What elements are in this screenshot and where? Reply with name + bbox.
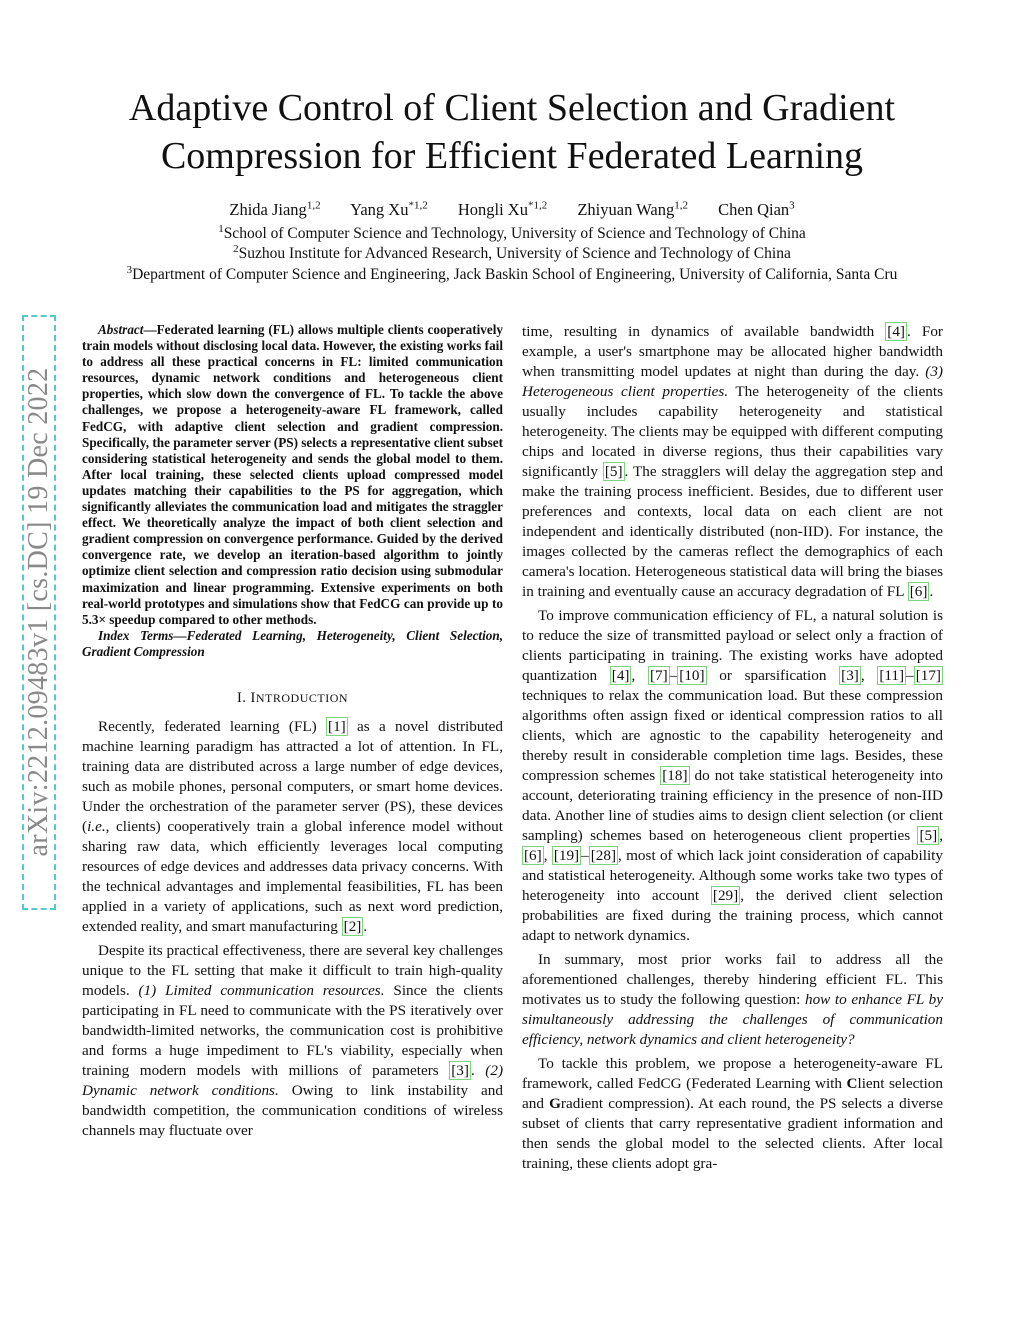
- affiliation-sup: 1: [218, 222, 224, 235]
- citation-link[interactable]: [18]: [662, 767, 688, 784]
- affiliation-text: Suzhou Institute for Advanced Research, University of Science and Technology of China: [238, 245, 791, 262]
- citation-link[interactable]: [1]: [328, 717, 346, 735]
- left-column: [82, 322, 503, 1145]
- italic-text: (2) Dynamic network conditions.: [82, 1061, 504, 1099]
- paragraph: [522, 606, 943, 946]
- text-run: .: [470, 1061, 486, 1079]
- text-run: To improve communication efficiency of FL, a natural solution is to reduce the size of transmitted payload or select only a fraction of clients participating in training. The existing works have adopted quantization: [522, 607, 943, 684]
- paragraph: [522, 1054, 943, 1174]
- text-run: ,: [860, 667, 878, 684]
- section-title-initial: I: [250, 689, 256, 706]
- citation-link[interactable]: [6]: [909, 583, 928, 600]
- citation-link[interactable]: [28]: [590, 847, 617, 864]
- affiliation: [0, 265, 1024, 285]
- title-line-2: Compression for Efficient Federated Learning: [160, 135, 864, 177]
- text-run: or sparsification: [706, 667, 840, 684]
- abstract: [82, 322, 503, 628]
- italic-text: (1) Limited communication resources.: [138, 981, 385, 999]
- author-name: Zhiyuan Wang: [577, 200, 675, 219]
- text-run: time, resulting in dynamics of available bandwidth: [522, 323, 886, 340]
- citation-link[interactable]: [6]: [524, 847, 542, 864]
- paragraph: [522, 950, 943, 1050]
- italic-text: i.e.: [87, 817, 106, 835]
- index-terms-label: Index Terms: [98, 627, 174, 643]
- paper-title: [60, 84, 964, 180]
- text-run: , clients) cooperatively train a global inference model without sharing raw data, which efficiently leverages local computing resources of edge devices and addresses data privacy concerns. With the technical advantages and implemental feasibilities, FL has been applied in a variety of applications, such as next word prediction, extended reality, and smart manufacturing: [82, 817, 503, 935]
- text-run: , the derived client selection probabilities are fixed during the training process, which cannot adapt to network dynamics.: [522, 887, 943, 944]
- citation-link[interactable]: [11]: [879, 667, 905, 684]
- text-run: as a novel distributed machine learning paradigm has attracted a lot of attention. In FL, training data are distributed across a large number of edge devices, such as mobile phones, personal computers, or smart home devices. Under the orchestration of the parameter server (PS), these devices (: [82, 717, 503, 835]
- text-run: ,: [543, 847, 552, 864]
- author-sup: *1,2: [527, 199, 548, 212]
- text-run: techniques to relax the communication load. But these compression algorithms often assign fixed or identical compression ratios to all clients, which are agnostic to the capability heterogeneity and thereby result in considerable completion time lags. Besides, these compression schemes: [522, 687, 943, 784]
- citation-link[interactable]: [5]: [919, 827, 938, 844]
- title-line-1: Adaptive Control of Client Selection and Gradient: [128, 87, 896, 129]
- citation-link[interactable]: [7]: [649, 667, 668, 684]
- text-run: The heterogeneity of the clients usually includes capability heterogeneity and statistical heterogeneity. The clients may be equipped with different computing chips and located in diverse regions, thus their capabilities vary significantly: [522, 383, 943, 480]
- author-name: Zhida Jiang: [229, 200, 307, 219]
- citation-link[interactable]: [17]: [915, 667, 941, 684]
- affiliation-text: Department of Computer Science and Engineering, Jack Baskin School of Engineering, University of California, Santa Cru: [132, 266, 898, 283]
- paragraph: [82, 941, 503, 1141]
- text-run: . For example, a user's smartphone may be allocated higher bandwidth when transmitting model updates at night than during the day.: [522, 323, 943, 380]
- section-heading-introduction: [82, 690, 503, 707]
- text-run: ,: [631, 667, 648, 684]
- affiliation: [0, 224, 1024, 244]
- text-run: Owing to link instability and bandwidth competition, the communication conditions of wireless channels may fluctuate over: [82, 1081, 503, 1139]
- index-terms: [82, 628, 503, 660]
- index-terms-text: —Federated Learning, Heterogeneity, Client Selection, Gradient Compression: [82, 627, 503, 659]
- text-run: –: [669, 667, 678, 684]
- affiliation: [0, 244, 1024, 264]
- affiliation-sup: 2: [233, 242, 239, 255]
- abstract-label: Abstract: [98, 322, 144, 337]
- text-run: do not take statistical heterogeneity into account, deteriorating training efficiency in the presence of non-IID data. Another line of studies aims to design client selection (or client sampling) schemes based on heterogeneous client properties: [522, 767, 943, 844]
- author-sup: 1,2: [306, 199, 321, 212]
- text-run: , most of which lack joint consideration of capability and statistical heterogeneity. Although some works take two types of heterogeneity into account: [522, 847, 943, 904]
- author-name: Yang Xu: [350, 200, 409, 219]
- citation-link[interactable]: [10]: [679, 667, 705, 684]
- text-run: Recently, federated learning (FL): [98, 717, 327, 735]
- text-run: lient selection and: [522, 1075, 943, 1112]
- text-run: In summary, most prior works fail to address all the aforementioned challenges, thereby hindering efficient FL. This motivates us to study the following question:: [522, 951, 943, 1008]
- citation-link[interactable]: [4]: [611, 667, 630, 684]
- arxiv-identifier[interactable]: arXiv:2212.09483v1 [cs.DC] 19 Dec 2022: [23, 367, 54, 857]
- text-run: .: [929, 583, 934, 600]
- paragraph: [522, 322, 943, 602]
- section-number: I.: [236, 689, 247, 706]
- affiliation-text: School of Computer Science and Technology, University of Science and Technology of China: [223, 225, 806, 242]
- author-sup: 3: [789, 199, 795, 212]
- text-run: –: [906, 667, 914, 684]
- text-run: . The stragglers will delay the aggregation step and make the training process inefficient. Besides, due to different user preferences and contexts, local data on each client are not independent and identically distributed (non-IID). For instance, the images collected by the cameras reflect the demographics of each camera's location. Heterogeneous statistical data will bring the biases in training and eventually cause an accuracy degradation of FL: [522, 463, 943, 600]
- bold-initial: G: [549, 1095, 561, 1112]
- author-name: Hongli Xu: [457, 200, 528, 219]
- citation-link[interactable]: [4]: [887, 323, 905, 340]
- italic-text: (3) Heterogeneous client properties.: [522, 363, 943, 400]
- text-run: .: [363, 917, 368, 935]
- text-run: ,: [939, 827, 943, 844]
- right-column: [522, 322, 943, 1178]
- citation-link[interactable]: [5]: [604, 463, 623, 480]
- text-run: To tackle this problem, we propose a heterogeneity-aware FL framework, called FedCG (Federated Learning with: [522, 1055, 943, 1092]
- text-run: –: [581, 847, 589, 864]
- author-sup: 1,2: [674, 199, 688, 212]
- author-name: Chen Qian: [718, 200, 790, 219]
- citation-link[interactable]: [2]: [343, 917, 362, 935]
- text-run: Since the clients participating in FL need to communicate with the PS iteratively over bandwidth-limited networks, the communication cost is prohibitive and forms a huge impediment to FL's viability, especially when training modern models with millions of parameters: [82, 981, 503, 1079]
- citation-link[interactable]: [29]: [712, 887, 739, 904]
- paragraph: [82, 717, 503, 937]
- citation-link[interactable]: [3]: [451, 1061, 469, 1079]
- author-sup: *1,2: [408, 199, 428, 212]
- section-title-rest: NTRODUCTION: [255, 690, 349, 705]
- abstract-text: —Federated learning (FL) allows multiple clients cooperatively train models without disclosing local data. However, the existing works fail to address all these practical concerns in FL: limited communication resources, dynamic network conditions and heterogeneous client properties, which slow down the convergence of FL. To tackle the above challenges, we propose a heterogeneity-aware FL framework, called FedCG, with adaptive client selection and gradient compression. Specifically, the parameter server (PS) selects a representative client subset considering statistical heterogeneity and sends the global model to them. After local training, these selected clients upload compressed model updates matching their capabilities to the PS for aggregation, which significantly alleviates the communication load and mitigates the straggler effect. We theoretically analyze the impact of both client selection and gradient compression on convergence performance. Guided by the derived convergence rate, we develop an iteration-based algorithm to jointly optimize client selection and compression ratio decision using submodular maximization and linear programming. Extensive experiments on both real-world prototypes and simulations show that FedCG can provide up to 5.3× speedup compared to other methods.: [82, 322, 503, 627]
- affiliation-sup: 3: [126, 263, 133, 276]
- italic-text: how to enhance FL by simultaneously addressing the challenges of communication efficiency, network dynamics and client heterogeneity?: [522, 991, 943, 1048]
- bold-initial: C: [846, 1075, 858, 1092]
- citation-link[interactable]: [19]: [553, 847, 580, 864]
- text-run: Despite its practical effectiveness, there are several key challenges unique to the FL setting that make it difficult to train high-quality models.: [82, 941, 503, 999]
- author-list: [40, 199, 984, 221]
- citation-link[interactable]: [3]: [841, 667, 859, 684]
- text-run: radient compression). At each round, the PS selects a diverse subset of clients that carry representative gradient information and then sends the global model to the selected clients. After local training, these clients adopt gra-: [522, 1095, 943, 1172]
